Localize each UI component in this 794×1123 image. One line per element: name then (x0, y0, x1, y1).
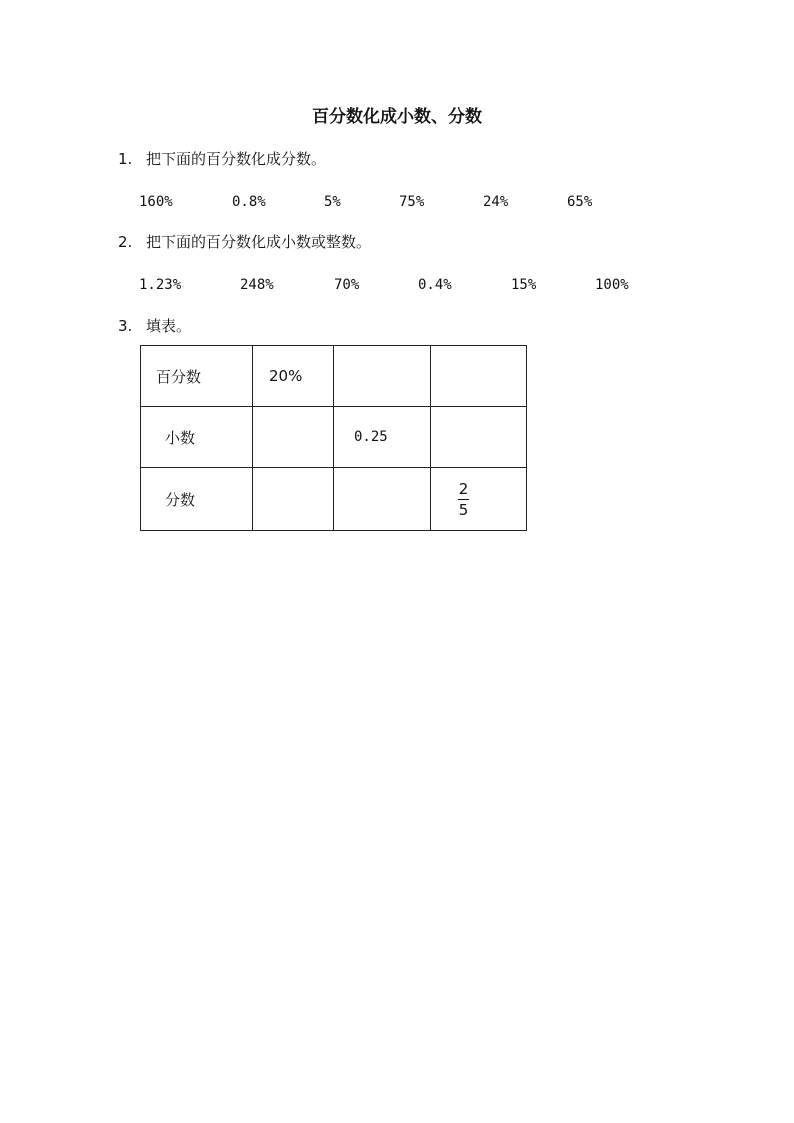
fraction-numerator: 2 (458, 479, 469, 498)
q2-item-5: 15% (511, 277, 537, 293)
q2-item-6: 100% (595, 277, 629, 293)
q1-item-2: 0.8% (232, 194, 266, 210)
fraction-denominator: 5 (458, 500, 469, 519)
blank-answer-cell[interactable] (431, 407, 527, 468)
conversion-table (140, 345, 527, 531)
blank-answer-cell[interactable] (253, 407, 334, 468)
question-1-number: 1. (118, 150, 133, 168)
q1-item-6: 65% (567, 194, 593, 210)
fraction-value-cell (431, 468, 527, 531)
q2-item-1: 1.23% (139, 277, 182, 293)
question-1-text: 把下面的百分数化成分数。 (146, 150, 327, 168)
table-row-decimal (141, 407, 527, 468)
table-row-fraction (141, 468, 527, 531)
decimal-value: 0.25 (354, 429, 388, 445)
row-header-percent: 百分数 (141, 346, 253, 407)
q2-item-4: 0.4% (418, 277, 452, 293)
worksheet-title: 百分数化成小数、分数 (312, 107, 482, 127)
question-3-number: 3. (118, 317, 133, 335)
percent-value: 20% (269, 367, 303, 385)
question-3 (118, 316, 191, 336)
blank-answer-cell[interactable] (334, 346, 431, 407)
table-row-percent (141, 346, 527, 407)
q2-item-2: 248% (240, 277, 274, 293)
blank-answer-cell[interactable] (253, 468, 334, 531)
fraction-value (458, 480, 469, 519)
row-header-decimal: 小数 (141, 407, 253, 468)
question-1 (118, 149, 326, 169)
question-2-number: 2. (118, 233, 133, 251)
question-2-text: 把下面的百分数化成小数或整数。 (146, 233, 372, 251)
row-header-fraction: 分数 (141, 468, 253, 531)
question-3-text: 填表。 (146, 317, 192, 335)
q1-item-5: 24% (483, 194, 509, 210)
q1-item-3: 5% (324, 194, 341, 210)
percent-value-cell (253, 346, 334, 407)
q2-item-3: 70% (334, 277, 360, 293)
question-2 (118, 232, 371, 252)
decimal-value-cell (334, 407, 431, 468)
blank-answer-cell[interactable] (431, 346, 527, 407)
blank-answer-cell[interactable] (334, 468, 431, 531)
q1-item-4: 75% (399, 194, 425, 210)
fraction-bar (458, 499, 469, 500)
q1-item-1: 160% (139, 194, 173, 210)
